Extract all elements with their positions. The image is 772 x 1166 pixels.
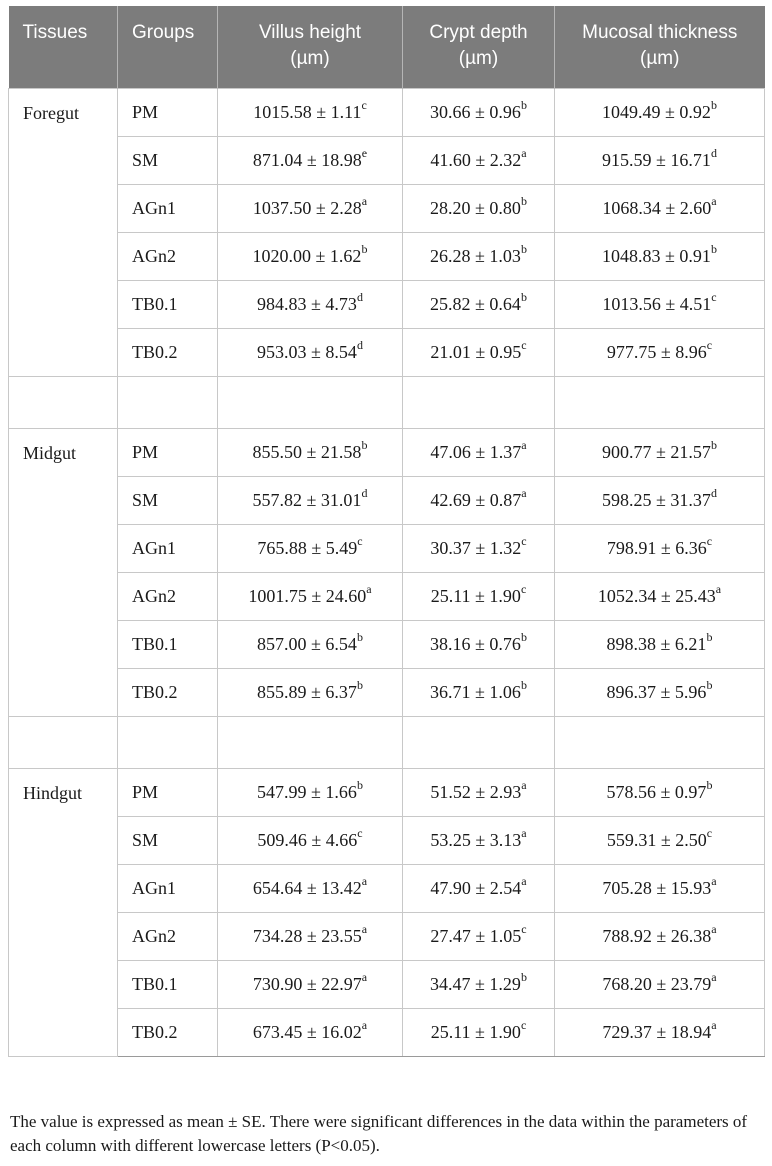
villus-height-cell-value: 953.03 ± 8.54 — [257, 341, 357, 362]
crypt-depth-cell-value: 42.69 ± 0.87 — [430, 489, 522, 510]
group-cell: PM — [118, 768, 218, 816]
mucosal-thickness-cell-letter: c — [706, 825, 713, 840]
table-header — [9, 6, 765, 88]
crypt-depth-cell — [403, 524, 555, 572]
crypt-depth-cell — [403, 88, 555, 136]
mucosal-thickness-cell-value: 898.38 ± 6.21 — [606, 633, 707, 654]
empty-cell — [9, 376, 118, 428]
group-cell: AGn1 — [118, 524, 218, 572]
table-row — [9, 912, 765, 960]
villus-height-cell-letter: d — [356, 337, 363, 352]
mucosal-thickness-cell-letter: a — [711, 921, 717, 936]
mucosal-thickness-cell-letter: a — [711, 969, 717, 984]
crypt-depth-cell-letter: c — [521, 337, 527, 352]
mucosal-thickness-cell — [555, 620, 765, 668]
mucosal-thickness-cell — [555, 668, 765, 716]
villus-height-cell-value: 855.50 ± 21.58 — [252, 441, 362, 462]
table-row — [9, 620, 765, 668]
header-crypt-depth — [403, 6, 555, 88]
crypt-depth-cell — [403, 232, 555, 280]
table-row — [9, 184, 765, 232]
mucosal-thickness-cell-letter: a — [711, 1017, 717, 1032]
villus-height-cell-value: 673.45 ± 16.02 — [252, 1021, 362, 1042]
group-cell: SM — [118, 476, 218, 524]
crypt-depth-cell-letter: b — [520, 629, 527, 644]
crypt-depth-cell — [403, 668, 555, 716]
mucosal-thickness-cell-value: 768.20 ± 23.79 — [602, 973, 712, 994]
mucosal-thickness-cell-letter: c — [706, 337, 713, 352]
mucosal-thickness-cell — [555, 428, 765, 476]
mucosal-thickness-cell — [555, 184, 765, 232]
spacer-row — [9, 716, 765, 768]
villus-height-cell-value: 1001.75 ± 24.60 — [248, 585, 367, 606]
villus-height-cell-value: 984.83 ± 4.73 — [257, 293, 357, 314]
mucosal-thickness-cell-value: 788.92 ± 26.38 — [602, 925, 712, 946]
crypt-depth-cell-value: 38.16 ± 0.76 — [430, 633, 521, 654]
crypt-depth-cell — [403, 184, 555, 232]
villus-height-cell-letter: b — [356, 777, 363, 792]
crypt-depth-cell-value: 47.90 ± 2.54 — [430, 877, 522, 898]
group-cell: TB0.1 — [118, 620, 218, 668]
mucosal-thickness-cell — [555, 572, 765, 620]
villus-height-cell-letter: a — [361, 193, 368, 208]
header-mucosal-thickness — [555, 6, 765, 88]
crypt-depth-cell-letter: a — [521, 485, 527, 500]
header-crypt-depth-label: Crypt depth — [429, 22, 528, 43]
mucosal-thickness-cell — [555, 328, 765, 376]
table-row — [9, 816, 765, 864]
table-container — [8, 6, 764, 1057]
villus-height-cell — [218, 572, 403, 620]
group-cell: TB0.2 — [118, 328, 218, 376]
villus-height-cell-letter: d — [361, 485, 368, 500]
villus-height-cell-value: 730.90 ± 22.97 — [252, 973, 362, 994]
crypt-depth-cell — [403, 960, 555, 1008]
mucosal-thickness-cell-letter: c — [706, 533, 713, 548]
mucosal-thickness-cell-letter: a — [711, 193, 717, 208]
spacer-row — [9, 376, 765, 428]
villus-height-cell — [218, 136, 403, 184]
crypt-depth-cell — [403, 280, 555, 328]
villus-height-cell — [218, 912, 403, 960]
table-row — [9, 524, 765, 572]
villus-height-cell — [218, 476, 403, 524]
crypt-depth-cell-letter: b — [520, 289, 527, 304]
villus-height-cell-value: 654.64 ± 13.42 — [252, 877, 362, 898]
empty-cell — [555, 376, 765, 428]
villus-height-cell-value: 871.04 ± 18.98 — [252, 149, 362, 170]
villus-height-cell — [218, 184, 403, 232]
mucosal-thickness-cell-letter: d — [710, 145, 717, 160]
crypt-depth-cell-value: 36.71 ± 1.06 — [430, 681, 521, 702]
mucosal-thickness-cell — [555, 88, 765, 136]
crypt-depth-cell-value: 47.06 ± 1.37 — [430, 441, 522, 462]
group-cell: TB0.2 — [118, 1008, 218, 1056]
group-cell: TB0.1 — [118, 960, 218, 1008]
mucosal-thickness-cell-value: 1013.56 ± 4.51 — [602, 293, 712, 314]
mucosal-thickness-cell — [555, 912, 765, 960]
crypt-depth-cell-letter: a — [521, 873, 527, 888]
header-groups: Groups — [118, 6, 218, 88]
crypt-depth-cell-letter: b — [520, 969, 527, 984]
crypt-depth-cell-letter: a — [521, 777, 527, 792]
mucosal-thickness-cell-letter: b — [710, 241, 717, 256]
villus-height-cell-value: 547.99 ± 1.66 — [257, 781, 357, 802]
crypt-depth-cell-value: 25.82 ± 0.64 — [430, 293, 521, 314]
villus-height-cell-value: 855.89 ± 6.37 — [257, 681, 357, 702]
data-table — [8, 6, 765, 1057]
mucosal-thickness-cell — [555, 960, 765, 1008]
villus-height-cell-value: 1020.00 ± 1.62 — [252, 245, 362, 266]
villus-height-cell — [218, 816, 403, 864]
empty-cell — [555, 716, 765, 768]
mucosal-thickness-cell-letter: a — [711, 873, 717, 888]
header-villus-height-label: Villus height — [258, 22, 362, 43]
villus-height-cell-letter: b — [356, 629, 363, 644]
villus-height-cell-letter: c — [361, 97, 367, 112]
crypt-depth-cell-value: 51.52 ± 2.93 — [430, 781, 522, 802]
villus-height-cell — [218, 280, 403, 328]
crypt-depth-cell-letter: b — [520, 677, 527, 692]
table-row — [9, 280, 765, 328]
crypt-depth-cell-value: 34.47 ± 1.29 — [430, 973, 521, 994]
crypt-depth-cell-letter: a — [521, 145, 527, 160]
mucosal-thickness-cell — [555, 476, 765, 524]
header-villus-height — [218, 6, 403, 88]
mucosal-thickness-cell-value: 559.31 ± 2.50 — [606, 829, 707, 850]
table-row — [9, 668, 765, 716]
mucosal-thickness-cell — [555, 232, 765, 280]
header-mucosal-thickness-label: Mucosal thickness — [582, 22, 738, 43]
tissue-cell: Hindgut — [9, 768, 118, 1056]
crypt-depth-cell-value: 30.66 ± 0.96 — [430, 101, 521, 122]
table-row — [9, 864, 765, 912]
villus-height-cell-value: 557.82 ± 31.01 — [252, 489, 362, 510]
group-cell: TB0.2 — [118, 668, 218, 716]
mucosal-thickness-cell-value: 729.37 ± 18.94 — [602, 1021, 712, 1042]
villus-height-cell — [218, 428, 403, 476]
crypt-depth-cell-letter: a — [521, 437, 527, 452]
empty-cell — [9, 716, 118, 768]
villus-height-cell-letter: a — [361, 1017, 368, 1032]
mucosal-thickness-cell-value: 578.56 ± 0.97 — [606, 781, 707, 802]
villus-height-cell — [218, 668, 403, 716]
villus-height-cell-value: 857.00 ± 6.54 — [257, 633, 357, 654]
table-footnote: The value is expressed as mean ± SE. There were significant differences in the data within the parameters of each column with different lowercase letters (P<0.05). — [10, 1112, 748, 1155]
crypt-depth-cell — [403, 476, 555, 524]
table-body — [9, 88, 765, 1056]
table-row — [9, 232, 765, 280]
crypt-depth-cell — [403, 328, 555, 376]
villus-height-cell-letter: a — [366, 581, 372, 596]
group-cell: SM — [118, 816, 218, 864]
mucosal-thickness-cell-value: 1052.34 ± 25.43 — [597, 585, 716, 606]
crypt-depth-cell-value: 27.47 ± 1.05 — [430, 925, 522, 946]
group-cell: AGn1 — [118, 864, 218, 912]
villus-height-cell-value: 734.28 ± 23.55 — [252, 925, 362, 946]
mucosal-thickness-cell-value: 896.37 ± 5.96 — [606, 681, 707, 702]
empty-cell — [403, 376, 555, 428]
empty-cell — [403, 716, 555, 768]
header-crypt-depth-unit: (µm) — [458, 48, 499, 69]
crypt-depth-cell-letter: b — [520, 193, 527, 208]
villus-height-cell — [218, 328, 403, 376]
empty-cell — [218, 716, 403, 768]
villus-height-cell-letter: e — [361, 145, 368, 160]
header-row — [9, 6, 765, 88]
table-row — [9, 428, 765, 476]
mucosal-thickness-cell-value: 1049.49 ± 0.92 — [602, 101, 711, 122]
group-cell: AGn2 — [118, 232, 218, 280]
mucosal-thickness-cell-value: 900.77 ± 21.57 — [602, 441, 711, 462]
header-villus-height-unit: (µm) — [290, 48, 330, 69]
mucosal-thickness-cell — [555, 136, 765, 184]
crypt-depth-cell-value: 30.37 ± 1.32 — [430, 537, 522, 558]
mucosal-thickness-cell-letter: b — [710, 437, 717, 452]
villus-height-cell — [218, 768, 403, 816]
villus-height-cell-value: 1015.58 ± 1.11 — [253, 101, 362, 122]
villus-height-cell — [218, 524, 403, 572]
mucosal-thickness-cell-letter: a — [715, 581, 722, 596]
table-row — [9, 328, 765, 376]
empty-cell — [218, 376, 403, 428]
group-cell: PM — [118, 88, 218, 136]
villus-height-cell-letter: b — [361, 241, 368, 256]
mucosal-thickness-cell-letter: b — [706, 629, 713, 644]
villus-height-cell-letter: b — [361, 437, 368, 452]
mucosal-thickness-cell — [555, 768, 765, 816]
mucosal-thickness-cell-value: 977.75 ± 8.96 — [606, 341, 707, 362]
table-row — [9, 572, 765, 620]
villus-height-cell-letter: a — [361, 969, 368, 984]
group-cell: AGn2 — [118, 912, 218, 960]
mucosal-thickness-cell — [555, 864, 765, 912]
table-row — [9, 88, 765, 136]
crypt-depth-cell-letter: b — [520, 97, 527, 112]
crypt-depth-cell — [403, 572, 555, 620]
villus-height-cell — [218, 88, 403, 136]
villus-height-cell-letter: c — [357, 533, 363, 548]
mucosal-thickness-cell-letter: b — [706, 777, 713, 792]
crypt-depth-cell-letter: c — [521, 533, 527, 548]
crypt-depth-cell — [403, 864, 555, 912]
villus-height-cell-letter: a — [361, 921, 368, 936]
empty-cell — [118, 716, 218, 768]
crypt-depth-cell-value: 25.11 ± 1.90 — [430, 1021, 521, 1042]
table-row — [9, 476, 765, 524]
mucosal-thickness-cell-value: 1048.83 ± 0.91 — [602, 245, 711, 266]
group-cell: SM — [118, 136, 218, 184]
crypt-depth-cell-letter: b — [520, 241, 527, 256]
table-row — [9, 1008, 765, 1056]
crypt-depth-cell-value: 28.20 ± 0.80 — [430, 197, 521, 218]
crypt-depth-cell-letter: a — [521, 825, 527, 840]
empty-cell — [118, 376, 218, 428]
villus-height-cell-value: 509.46 ± 4.66 — [257, 829, 358, 850]
mucosal-thickness-cell — [555, 524, 765, 572]
group-cell: AGn1 — [118, 184, 218, 232]
villus-height-cell — [218, 864, 403, 912]
crypt-depth-cell-letter: c — [521, 921, 527, 936]
villus-height-cell-letter: c — [357, 825, 363, 840]
group-cell: TB0.1 — [118, 280, 218, 328]
mucosal-thickness-cell — [555, 1008, 765, 1056]
crypt-depth-cell-letter: c — [520, 581, 527, 596]
mucosal-thickness-cell-value: 705.28 ± 15.93 — [602, 877, 712, 898]
tissue-cell: Foregut — [9, 88, 118, 376]
crypt-depth-cell — [403, 428, 555, 476]
crypt-depth-cell-value: 25.11 ± 1.90 — [430, 585, 521, 606]
villus-height-cell — [218, 1008, 403, 1056]
mucosal-thickness-cell-value: 1068.34 ± 2.60 — [602, 197, 712, 218]
crypt-depth-cell — [403, 136, 555, 184]
villus-height-cell-letter: a — [361, 873, 368, 888]
header-tissues: Tissues — [22, 22, 88, 43]
villus-height-cell-letter: d — [356, 289, 363, 304]
mucosal-thickness-cell-value: 798.91 ± 6.36 — [606, 537, 707, 558]
crypt-depth-cell — [403, 620, 555, 668]
villus-height-cell-value: 1037.50 ± 2.28 — [252, 197, 362, 218]
mucosal-thickness-cell-letter: b — [710, 97, 717, 112]
mucosal-thickness-cell — [555, 816, 765, 864]
villus-height-cell-value: 765.88 ± 5.49 — [257, 537, 358, 558]
mucosal-thickness-cell-letter: b — [706, 677, 713, 692]
crypt-depth-cell-value: 53.25 ± 3.13 — [430, 829, 522, 850]
crypt-depth-cell — [403, 912, 555, 960]
tissue-cell: Midgut — [9, 428, 118, 716]
mucosal-thickness-cell — [555, 280, 765, 328]
crypt-depth-cell-value: 21.01 ± 0.95 — [430, 341, 522, 362]
mucosal-thickness-cell-letter: c — [711, 289, 717, 304]
table-row — [9, 960, 765, 1008]
mucosal-thickness-cell-value: 915.59 ± 16.71 — [602, 149, 711, 170]
crypt-depth-cell-value: 41.60 ± 2.32 — [430, 149, 522, 170]
mucosal-thickness-cell-letter: d — [710, 485, 717, 500]
table-row — [9, 136, 765, 184]
crypt-depth-cell-value: 26.28 ± 1.03 — [430, 245, 521, 266]
villus-height-cell — [218, 232, 403, 280]
villus-height-cell-letter: b — [356, 677, 363, 692]
villus-height-cell — [218, 620, 403, 668]
table-row — [9, 768, 765, 816]
crypt-depth-cell-letter: c — [520, 1017, 527, 1032]
group-cell: AGn2 — [118, 572, 218, 620]
group-cell: PM — [118, 428, 218, 476]
crypt-depth-cell — [403, 1008, 555, 1056]
crypt-depth-cell — [403, 816, 555, 864]
header-mucosal-thickness-unit: (µm) — [640, 48, 680, 69]
mucosal-thickness-cell-value: 598.25 ± 31.37 — [602, 489, 711, 510]
crypt-depth-cell — [403, 768, 555, 816]
villus-height-cell — [218, 960, 403, 1008]
